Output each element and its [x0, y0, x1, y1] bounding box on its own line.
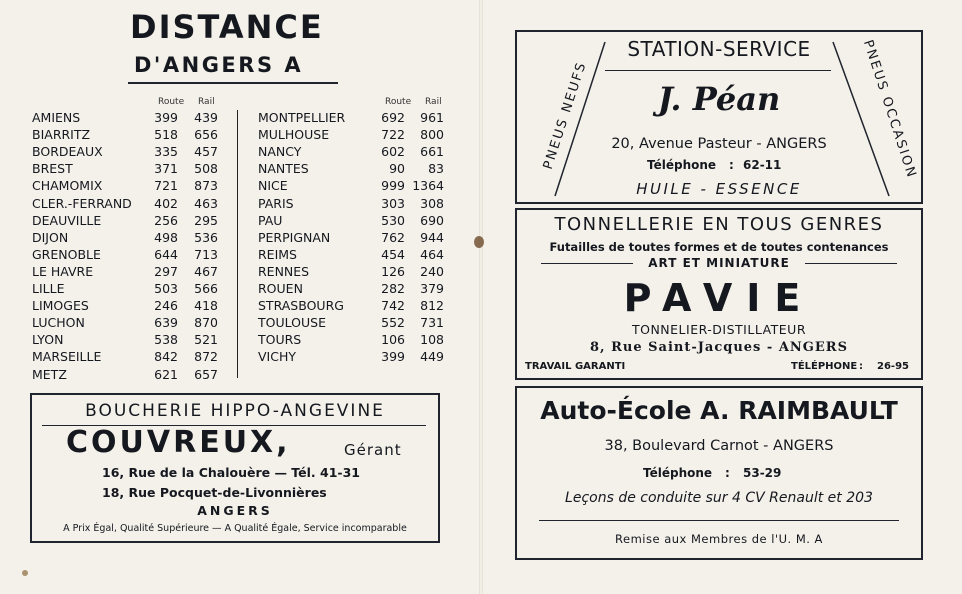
distance-rail-value: 418: [194, 298, 218, 314]
autoecole-phone-label: Téléphone: [643, 466, 713, 480]
distance-rail-value: 812: [420, 298, 444, 314]
distance-city: NICE: [258, 178, 288, 194]
tonnellerie-ad: [515, 208, 923, 380]
distance-city: LYON: [32, 332, 64, 348]
distance-city: REIMS: [258, 246, 297, 262]
boucherie-addr2: 18, Rue Pocquet-de-Livonnières: [102, 485, 327, 500]
distance-city: RENNES: [258, 263, 310, 279]
ink-dot: [22, 570, 28, 576]
distance-route-value: 399: [154, 110, 178, 125]
distance-city: AMIENS: [32, 110, 81, 125]
distance-city: MARSEILLE: [32, 349, 102, 365]
station-name: J. Péan: [657, 80, 781, 118]
col-route-right: Route: [385, 97, 412, 107]
distance-route-value: 503: [154, 281, 178, 296]
distance-route-value: 639: [154, 315, 178, 331]
distance-city: TOURS: [258, 332, 302, 348]
station-right-diag: PNEUS OCCASION: [859, 38, 920, 181]
distance-rail-value: 713: [194, 246, 218, 262]
distance-route-value: 246: [154, 298, 178, 314]
col-rail-right: Rail: [425, 97, 442, 107]
distance-rail-value: 464: [420, 246, 444, 262]
distance-route-value: 399: [381, 349, 405, 365]
distance-route-value: 552: [381, 315, 405, 331]
autoecole-remise: Remise aux Membres de l'U. M. A: [615, 532, 823, 546]
distance-route-value: 126: [381, 263, 405, 279]
distance-rail-value: 1364: [412, 178, 444, 194]
distance-city: METZ: [32, 366, 67, 382]
distance-city: VICHY: [258, 349, 297, 365]
distance-rail-value: 83: [428, 161, 444, 177]
distance-route-value: 371: [154, 161, 178, 177]
distance-city: PARIS: [258, 195, 294, 211]
distance-route-value: 621: [154, 366, 178, 382]
distance-rail-value: 508: [194, 161, 218, 177]
distance-route-value: 742: [381, 298, 405, 314]
distance-route-value: 692: [381, 110, 405, 125]
distance-rail-value: 800: [420, 127, 444, 143]
boucherie-footer: A Prix Égal, Qualité Supérieure — A Qualité Égale, Service incomparable: [63, 523, 407, 534]
distance-rail-value: 690: [420, 212, 444, 228]
distance-city: LILLE: [32, 281, 65, 296]
distance-city: MONTPELLIER: [258, 110, 346, 125]
distance-rail-value: 457: [194, 144, 218, 160]
distance-route-value: 722: [381, 127, 405, 143]
autoecole-addr: 38, Boulevard Carnot - ANGERS: [604, 438, 834, 454]
distance-rail-value: 731: [420, 315, 444, 331]
distance-route-value: 602: [381, 144, 405, 160]
distance-route-value: 297: [154, 263, 178, 279]
boucherie-header: BOUCHERIE HIPPO-ANGEVINE: [85, 401, 385, 421]
station-phone: 62-11: [743, 158, 782, 172]
tonnellerie-trade: TONNELIER-DISTILLATEUR: [631, 322, 807, 337]
tonnellerie-sub: Futailles de toutes formes et de toutes contenances: [549, 240, 889, 254]
station-addr: 20, Avenue Pasteur - ANGERS: [611, 136, 827, 152]
distance-city: PAU: [258, 212, 283, 228]
distance-rail-value: 240: [420, 263, 444, 279]
boucherie-ad: [30, 393, 440, 543]
distance-rail-value: 108: [420, 332, 444, 348]
distance-city: NANTES: [258, 161, 309, 177]
distance-rail-value: 449: [420, 349, 444, 365]
distance-route-value: 530: [381, 212, 405, 228]
distance-rail-value: 566: [194, 281, 218, 296]
distance-rail-value: 944: [420, 229, 444, 245]
distance-rail-value: 657: [194, 366, 218, 382]
distance-city: ROUEN: [258, 281, 303, 296]
distance-rail-value: 870: [194, 315, 218, 331]
distance-rail-value: 379: [420, 281, 444, 296]
station-left-diag: PNEUS NEUFS: [540, 59, 590, 172]
tonnellerie-phone-label: TÉLÉPHONE: [791, 361, 858, 372]
autoecole-name: Auto-École A. RAIMBAULT: [540, 396, 898, 425]
distance-route-value: 303: [381, 195, 405, 211]
tonnellerie-name: PAVIE: [623, 276, 815, 320]
ink-stain: [474, 236, 484, 248]
distance-route-value: 256: [154, 212, 178, 228]
distance-route-value: 538: [154, 332, 178, 348]
distance-rail-value: 873: [194, 178, 218, 194]
station-header: STATION-SERVICE: [627, 37, 811, 61]
distance-city: LIMOGES: [32, 298, 89, 314]
autoecole-lessons: Leçons de conduite sur 4 CV Renault et 203: [565, 490, 873, 506]
distance-city: LUCHON: [32, 315, 85, 331]
column-separator: [237, 110, 238, 378]
tonnellerie-left-note: TRAVAIL GARANTI: [525, 361, 626, 372]
distance-rail-value: 656: [194, 127, 218, 143]
distance-route-value: 402: [154, 195, 178, 211]
distance-route-value: 335: [154, 144, 178, 160]
distance-rail-value: 661: [420, 144, 444, 160]
distance-subtitle: D'ANGERS A: [134, 53, 304, 77]
distance-title: DISTANCE: [130, 8, 324, 46]
col-route-left: Route: [158, 97, 185, 107]
distance-route-value: 721: [154, 178, 178, 194]
distance-city: BREST: [32, 161, 73, 177]
distance-route-value: 498: [154, 229, 178, 245]
distance-rail-value: 295: [194, 212, 218, 228]
distance-route-value: 842: [154, 349, 178, 365]
distance-rail-value: 463: [194, 195, 218, 211]
autoecole-phone-colon: :: [725, 466, 730, 480]
distance-route-value: 282: [381, 281, 405, 296]
autoecole-rule: [539, 520, 899, 521]
boucherie-role: Gérant: [344, 441, 402, 459]
distance-city: PERPIGNAN: [258, 229, 331, 245]
distance-rail-value: 467: [194, 263, 218, 279]
distance-route-value: 762: [381, 229, 405, 245]
distance-route-value: 644: [154, 246, 178, 262]
distance-rail-value: 872: [194, 349, 218, 365]
boucherie-name: COUVREUX,: [66, 425, 291, 460]
distance-city: GRENOBLE: [32, 246, 101, 262]
distance-rail-value: 308: [420, 195, 444, 211]
distance-city: DEAUVILLE: [32, 212, 102, 228]
tonnellerie-header: TONNELLERIE EN TOUS GENRES: [554, 214, 884, 235]
tonnellerie-phone: 26-95: [877, 361, 909, 372]
subtitle-underline: [128, 82, 338, 84]
boucherie-addr1: 16, Rue de la Chalouère — Tél. 41-31: [102, 465, 361, 480]
distance-route-value: 999: [381, 178, 405, 194]
distance-rail-value: 536: [194, 229, 218, 245]
station-footer: HUILE - ESSENCE: [636, 180, 802, 198]
distance-city: NANCY: [258, 144, 302, 160]
autoecole-phone: 53-29: [743, 466, 782, 480]
distance-rail-value: 961: [420, 110, 444, 125]
station-ad: [515, 30, 923, 204]
distance-route-value: 90: [389, 161, 405, 177]
distance-route-value: 454: [381, 246, 405, 262]
distance-city: LE HAVRE: [32, 263, 94, 279]
distance-city: CLER.-FERRAND: [32, 195, 132, 211]
col-rail-left: Rail: [198, 97, 215, 107]
distance-city: BORDEAUX: [32, 144, 103, 160]
boucherie-city: ANGERS: [197, 503, 273, 518]
tonnellerie-rule-right: [805, 263, 897, 264]
distance-route-value: 106: [381, 332, 405, 348]
distance-city: DIJON: [32, 229, 69, 245]
distance-rail-value: 439: [194, 110, 218, 125]
distance-city: MULHOUSE: [258, 127, 330, 143]
tonnellerie-art: ART ET MINIATURE: [648, 256, 790, 270]
station-phone-colon: :: [729, 158, 734, 172]
distance-city: STRASBOURG: [258, 298, 344, 314]
distance-city: CHAMOMIX: [32, 178, 103, 194]
distance-rail-value: 521: [194, 332, 218, 348]
distance-city: TOULOUSE: [258, 315, 326, 331]
distance-city: BIARRITZ: [32, 127, 91, 143]
distance-route-value: 518: [154, 127, 178, 143]
station-phone-label: Téléphone: [647, 158, 717, 172]
autoecole-ad: [515, 386, 923, 560]
tonnellerie-phone-colon: :: [859, 361, 863, 372]
page-fold: [479, 0, 483, 594]
tonnellerie-addr: 8, Rue Saint-Jacques - ANGERS: [590, 340, 848, 355]
